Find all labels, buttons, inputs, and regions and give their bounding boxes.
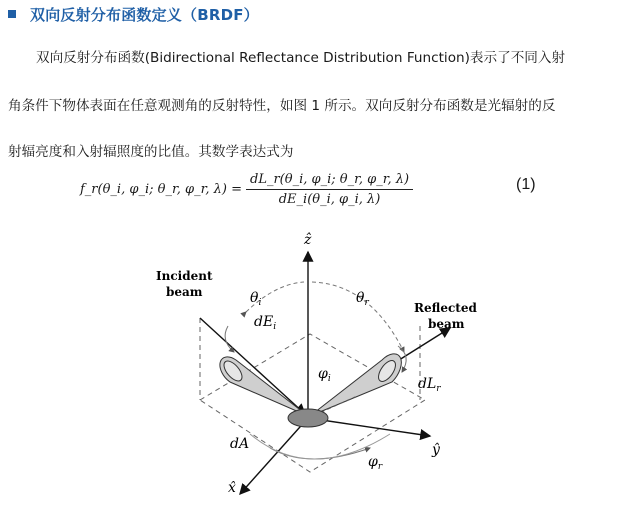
da-label: dA bbox=[230, 436, 250, 452]
x-axis bbox=[240, 418, 308, 494]
equation-fraction bbox=[246, 172, 413, 207]
phi-i-label: $\varphi_i$ bbox=[318, 366, 331, 384]
dl-label: $dL_r$ bbox=[418, 376, 441, 394]
x-axis-label: x̂ bbox=[228, 480, 236, 496]
incident-label-1: Incident bbox=[156, 269, 213, 283]
equation-number: (1) bbox=[516, 176, 536, 193]
heading-text: 双向反射分布函数定义（BRDF） bbox=[30, 5, 259, 24]
equation-numerator: dL_r(θ_i, φ_i; θ_r, φ_r, λ) bbox=[246, 172, 413, 190]
paragraph-line-3: 射辐亮度和入射辐照度的比值。其数学表达式为 bbox=[8, 144, 294, 160]
paragraph-line-2: 角条件下物体表面在任意观测角的反射特性，如图 1 所示。双向反射分布函数是光辐射的反 bbox=[8, 98, 556, 114]
reflected-label-2: beam bbox=[428, 317, 465, 331]
equation-lhs: f_r(θ_i, φ_i; θ_r, φ_r, λ) = bbox=[80, 182, 242, 197]
incident-beam-line bbox=[200, 318, 305, 414]
paragraph-line-1: 双向反射分布函数(Bidirectional Reflectance Distribution Function)表示了不同入射 bbox=[36, 50, 566, 66]
equation-denominator: dE_i(θ_i, φ_i, λ) bbox=[278, 192, 381, 207]
brdf-equation bbox=[80, 172, 413, 207]
theta-i-label: $\theta_i$ bbox=[250, 290, 262, 308]
incident-label-2: beam bbox=[166, 285, 203, 299]
theta-r-label: $\theta_r$ bbox=[356, 290, 369, 308]
phi-r-label: $\varphi_r$ bbox=[368, 454, 383, 472]
de-label: $dE_i$ bbox=[254, 314, 277, 332]
section-heading bbox=[8, 4, 259, 24]
phi-r-arc bbox=[270, 448, 370, 459]
y-axis-label: ŷ bbox=[432, 442, 440, 458]
surface-element bbox=[288, 409, 328, 427]
reflected-label-1: Reflected bbox=[414, 301, 477, 315]
brdf-geometry-diagram bbox=[150, 222, 480, 522]
z-axis-label: ẑ bbox=[304, 232, 312, 248]
heading-bullet-icon bbox=[8, 10, 16, 18]
